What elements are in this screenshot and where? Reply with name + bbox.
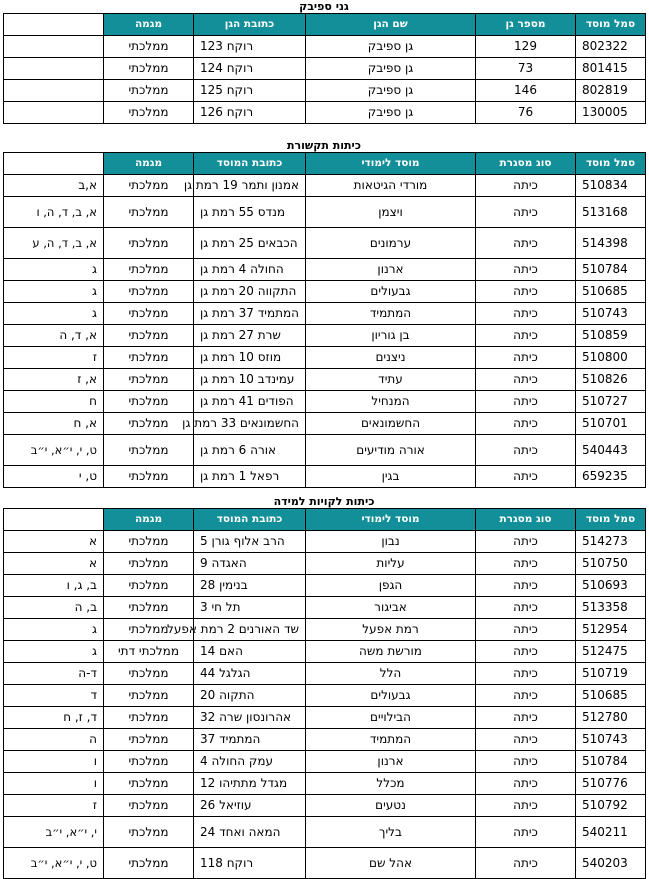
institution-code-cell: 512780 — [576, 707, 646, 729]
name-cell: בגין — [306, 466, 476, 488]
grades-cell: א, ד, ה — [4, 325, 104, 347]
name-cell: גן ספיבק — [306, 58, 476, 80]
address-cell: הכבאים 25 רמת גן — [194, 228, 306, 259]
grades-cell — [4, 58, 104, 80]
column-header: מגמה — [104, 153, 194, 175]
grades-cell: ז — [4, 795, 104, 817]
table-row — [4, 597, 646, 619]
grades-cell: ה — [4, 729, 104, 751]
grades-cell: ט, י, י״א, י״ב — [4, 435, 104, 466]
kindergartens-table — [3, 13, 646, 124]
stream-cell: ממלכתי — [104, 413, 194, 435]
table-row — [4, 435, 646, 466]
grades-cell: ד, ז, ח — [4, 707, 104, 729]
stream-cell: ממלכתי — [104, 773, 194, 795]
stream-cell: ממלכתי — [104, 848, 194, 879]
institution-code-cell: 512475 — [576, 641, 646, 663]
address-cell: המתמיד 37 רמת גן — [194, 303, 306, 325]
stream-cell: ממלכתי — [104, 175, 194, 197]
secondary-cell: כיתה — [476, 751, 576, 773]
address-cell: אמנון ותמר 19 רמת גן — [194, 175, 306, 197]
grades-cell: ב, ג, ו — [4, 575, 104, 597]
stream-cell: ממלכתי — [104, 619, 194, 641]
grades-cell: א — [4, 553, 104, 575]
stream-cell: ממלכתי — [104, 751, 194, 773]
column-header: סוג מסגרת — [476, 509, 576, 531]
institution-code-cell: 510834 — [576, 175, 646, 197]
table-row — [4, 553, 646, 575]
column-header — [4, 14, 104, 36]
grades-cell: ג — [4, 281, 104, 303]
column-header: מגמה — [104, 509, 194, 531]
table-row — [4, 102, 646, 124]
stream-cell: ממלכתי — [104, 707, 194, 729]
secondary-cell: כיתה — [476, 303, 576, 325]
institution-code-cell: 659235 — [576, 466, 646, 488]
grades-cell: ו — [4, 773, 104, 795]
table-row — [4, 817, 646, 848]
section-title: כיתות לקויות למידה — [273, 495, 375, 508]
institution-code-cell: 510826 — [576, 369, 646, 391]
institution-code-cell: 510719 — [576, 663, 646, 685]
institution-code-cell: 802322 — [576, 36, 646, 58]
column-header: סמל מוסד — [576, 509, 646, 531]
address-cell: התקווה 20 רמת גן — [194, 281, 306, 303]
secondary-cell: כיתה — [476, 619, 576, 641]
address-cell: אורה 6 רמת גן — [194, 435, 306, 466]
secondary-cell: כיתה — [476, 325, 576, 347]
institution-code-cell: 510685 — [576, 685, 646, 707]
table-row — [4, 663, 646, 685]
section-learning-disability-classes — [3, 495, 645, 879]
name-cell: גבעולים — [306, 281, 476, 303]
name-cell: מורדי הגיטאות — [306, 175, 476, 197]
secondary-cell: כיתה — [476, 175, 576, 197]
stream-cell: ממלכתי — [104, 228, 194, 259]
table-row — [4, 641, 646, 663]
address-cell: רוקח 118 — [194, 848, 306, 879]
table-header-row — [4, 14, 646, 36]
grades-cell — [4, 102, 104, 124]
grades-cell — [4, 36, 104, 58]
name-cell: אורה מודיעים — [306, 435, 476, 466]
institution-code-cell: 510784 — [576, 751, 646, 773]
column-header: סמל מוסד — [576, 14, 646, 36]
grades-cell: א, ב, ד, ה, ו — [4, 197, 104, 228]
address-cell: המאה ואחד 24 — [194, 817, 306, 848]
table-row — [4, 795, 646, 817]
name-cell: המנחיל — [306, 391, 476, 413]
table-row — [4, 303, 646, 325]
column-header: מגמה — [104, 14, 194, 36]
name-cell: המתמיד — [306, 729, 476, 751]
stream-cell: ממלכתי — [104, 36, 194, 58]
address-cell: החשמונאים 33 רמת גן — [194, 413, 306, 435]
address-cell: עוזיאל 26 — [194, 795, 306, 817]
secondary-cell: כיתה — [476, 466, 576, 488]
stream-cell: ממלכתי — [104, 80, 194, 102]
secondary-cell: כיתה — [476, 435, 576, 466]
address-cell: מגדל מתתיהו 12 — [194, 773, 306, 795]
secondary-cell: כיתה — [476, 531, 576, 553]
table-row — [4, 707, 646, 729]
name-cell: גן ספיבק — [306, 80, 476, 102]
table-row — [4, 259, 646, 281]
column-header: סמל מוסד — [576, 153, 646, 175]
institution-code-cell: 513168 — [576, 197, 646, 228]
column-header: שם הגן — [306, 14, 476, 36]
table-row — [4, 619, 646, 641]
table-row — [4, 685, 646, 707]
institution-code-cell: 510701 — [576, 413, 646, 435]
grades-cell: ג — [4, 259, 104, 281]
column-header: מספר גן — [476, 14, 576, 36]
column-header: כתובת הגן — [194, 14, 306, 36]
name-cell: בן גוריון — [306, 325, 476, 347]
name-cell: ארנון — [306, 259, 476, 281]
grades-cell: ג — [4, 303, 104, 325]
institution-code-cell: 510800 — [576, 347, 646, 369]
stream-cell: ממלכתי — [104, 817, 194, 848]
stream-cell: ממלכתי — [104, 347, 194, 369]
institution-code-cell: 802819 — [576, 80, 646, 102]
address-cell: הפודים 41 רמת גן — [194, 391, 306, 413]
address-cell: האם 14 — [194, 641, 306, 663]
grades-cell: ו — [4, 751, 104, 773]
grades-cell: ד-ה — [4, 663, 104, 685]
table-row — [4, 751, 646, 773]
grades-cell: ז — [4, 347, 104, 369]
address-cell: המתמיד 37 — [194, 729, 306, 751]
column-header — [4, 509, 104, 531]
name-cell: ערמונים — [306, 228, 476, 259]
secondary-cell: 73 — [476, 58, 576, 80]
table-row — [4, 369, 646, 391]
institution-code-cell: 510792 — [576, 795, 646, 817]
secondary-cell: כיתה — [476, 553, 576, 575]
institution-code-cell: 510743 — [576, 729, 646, 751]
name-cell: עתיד — [306, 369, 476, 391]
name-cell: בליך — [306, 817, 476, 848]
stream-cell: ממלכתי — [104, 391, 194, 413]
secondary-cell: 129 — [476, 36, 576, 58]
institution-code-cell: 510685 — [576, 281, 646, 303]
table-row — [4, 413, 646, 435]
stream-cell: ממלכתי — [104, 795, 194, 817]
table-header-row — [4, 509, 646, 531]
address-cell: עמינדב 10 רמת גן — [194, 369, 306, 391]
institution-code-cell: 510784 — [576, 259, 646, 281]
address-cell: מנדס 55 רמת גן — [194, 197, 306, 228]
institution-code-cell: 514273 — [576, 531, 646, 553]
table-row — [4, 575, 646, 597]
secondary-cell: כיתה — [476, 369, 576, 391]
name-cell: עליות — [306, 553, 476, 575]
secondary-cell: כיתה — [476, 707, 576, 729]
table-row — [4, 531, 646, 553]
stream-cell: ממלכתי — [104, 197, 194, 228]
address-cell: האגדה 9 — [194, 553, 306, 575]
stream-cell: ממלכתי — [104, 369, 194, 391]
institution-code-cell: 512954 — [576, 619, 646, 641]
secondary-cell: כיתה — [476, 575, 576, 597]
stream-cell: ממלכתי — [104, 685, 194, 707]
name-cell: ניצנים — [306, 347, 476, 369]
secondary-cell: כיתה — [476, 391, 576, 413]
institution-code-cell: 540443 — [576, 435, 646, 466]
name-cell: המתמיד — [306, 303, 476, 325]
address-cell: רוקח 123 — [194, 36, 306, 58]
table-row — [4, 80, 646, 102]
name-cell: רמת אפעל — [306, 619, 476, 641]
secondary-cell: כיתה — [476, 848, 576, 879]
stream-cell: ממלכתי — [104, 729, 194, 751]
institution-code-cell: 513358 — [576, 597, 646, 619]
stream-cell: ממלכתי — [104, 325, 194, 347]
name-cell: מכלל — [306, 773, 476, 795]
table-row — [4, 36, 646, 58]
secondary-cell: כיתה — [476, 197, 576, 228]
column-header — [4, 153, 104, 175]
grades-cell: ב, ה — [4, 597, 104, 619]
name-cell: ויצמן — [306, 197, 476, 228]
grades-cell: ג — [4, 619, 104, 641]
name-cell: הגפן — [306, 575, 476, 597]
table-row — [4, 197, 646, 228]
name-cell: גן ספיבק — [306, 36, 476, 58]
address-cell: התקוה 20 — [194, 685, 306, 707]
section-title: גני ספיבק — [299, 0, 349, 13]
stream-cell: ממלכתי — [104, 435, 194, 466]
table-row — [4, 175, 646, 197]
secondary-cell: כיתה — [476, 795, 576, 817]
address-cell: שרת 27 רמת גן — [194, 325, 306, 347]
institution-code-cell: 540203 — [576, 848, 646, 879]
secondary-cell: כיתה — [476, 685, 576, 707]
address-cell: אהרונסון שרה 32 — [194, 707, 306, 729]
table-row — [4, 228, 646, 259]
grades-cell: ג — [4, 641, 104, 663]
name-cell: החשמונאים — [306, 413, 476, 435]
address-cell: הגלגל 44 — [194, 663, 306, 685]
grades-cell: ט, י, י״א, י״ב — [4, 848, 104, 879]
address-cell: מוזס 10 רמת גן — [194, 347, 306, 369]
stream-cell: ממלכתי — [104, 575, 194, 597]
address-cell: רפאל 1 רמת גן — [194, 466, 306, 488]
grades-cell: א, ח — [4, 413, 104, 435]
stream-cell: ממלכתי — [104, 259, 194, 281]
stream-cell: ממלכתי — [104, 281, 194, 303]
column-header: סוג מסגרת — [476, 153, 576, 175]
stream-cell: ממלכתי — [104, 102, 194, 124]
secondary-cell: כיתה — [476, 281, 576, 303]
column-header: מוסד לימודי — [306, 153, 476, 175]
secondary-cell: כיתה — [476, 817, 576, 848]
stream-cell: ממלכתי — [104, 303, 194, 325]
institution-code-cell: 510693 — [576, 575, 646, 597]
institution-code-cell: 510776 — [576, 773, 646, 795]
table-row — [4, 58, 646, 80]
institution-code-cell: 510859 — [576, 325, 646, 347]
secondary-cell: כיתה — [476, 347, 576, 369]
stream-cell: ממלכתי — [104, 663, 194, 685]
institution-code-cell: 510727 — [576, 391, 646, 413]
secondary-cell: כיתה — [476, 641, 576, 663]
section-spivak-kindergartens — [3, 0, 645, 124]
stream-cell: ממלכתי — [104, 553, 194, 575]
secondary-cell: כיתה — [476, 259, 576, 281]
table-row — [4, 391, 646, 413]
address-cell: החולה 4 רמת גן — [194, 259, 306, 281]
address-cell: בנימין 28 — [194, 575, 306, 597]
grades-cell: ד — [4, 685, 104, 707]
name-cell: אביגור — [306, 597, 476, 619]
institution-code-cell: 510750 — [576, 553, 646, 575]
grades-cell: א, ב, ד, ה, ע — [4, 228, 104, 259]
name-cell: נבון — [306, 531, 476, 553]
table-row — [4, 466, 646, 488]
name-cell: אהל שם — [306, 848, 476, 879]
secondary-cell: 76 — [476, 102, 576, 124]
name-cell: הלל — [306, 663, 476, 685]
column-header: כתובת המוסד — [194, 153, 306, 175]
grades-cell — [4, 80, 104, 102]
address-cell: תל חי 3 — [194, 597, 306, 619]
secondary-cell: כיתה — [476, 413, 576, 435]
grades-cell: א, ז — [4, 369, 104, 391]
address-cell: שד האורנים 2 רמת אפעל — [194, 619, 306, 641]
name-cell: גבעולים — [306, 685, 476, 707]
section-title: כיתות תקשורת — [287, 139, 361, 152]
address-cell: עמק החולה 4 — [194, 751, 306, 773]
secondary-cell: כיתה — [476, 228, 576, 259]
grades-cell: י, י״א, י״ב — [4, 817, 104, 848]
column-header: מוסד לימודי — [306, 509, 476, 531]
grades-cell: ט, י — [4, 466, 104, 488]
name-cell: הבילויים — [306, 707, 476, 729]
section-communication-classes — [3, 139, 645, 488]
table-header-row — [4, 153, 646, 175]
address-cell: הרב אלוף גורן 5 — [194, 531, 306, 553]
table-row — [4, 848, 646, 879]
table-row — [4, 347, 646, 369]
stream-cell: ממלכתי — [104, 531, 194, 553]
column-header: כתובת המוסד — [194, 509, 306, 531]
name-cell: גן ספיבק — [306, 102, 476, 124]
stream-cell: ממלכתי דתי — [104, 641, 194, 663]
secondary-cell: כיתה — [476, 597, 576, 619]
secondary-cell: כיתה — [476, 773, 576, 795]
name-cell: ארנון — [306, 751, 476, 773]
name-cell: נטעים — [306, 795, 476, 817]
stream-cell: ממלכתי — [104, 597, 194, 619]
stream-cell: ממלכתי — [104, 58, 194, 80]
table-row — [4, 773, 646, 795]
grades-cell: ח — [4, 391, 104, 413]
communication-classes-table — [3, 152, 646, 488]
institution-code-cell: 514398 — [576, 228, 646, 259]
grades-cell: א — [4, 531, 104, 553]
table-row — [4, 325, 646, 347]
name-cell: מורשת משה — [306, 641, 476, 663]
secondary-cell: כיתה — [476, 663, 576, 685]
learning-disability-classes-table — [3, 508, 646, 879]
institution-code-cell: 801415 — [576, 58, 646, 80]
address-cell: רוקח 125 — [194, 80, 306, 102]
grades-cell: א,ב — [4, 175, 104, 197]
institution-code-cell: 540211 — [576, 817, 646, 848]
stream-cell: ממלכתי — [104, 466, 194, 488]
address-cell: רוקח 124 — [194, 58, 306, 80]
institution-code-cell: 510743 — [576, 303, 646, 325]
table-row — [4, 729, 646, 751]
secondary-cell: כיתה — [476, 729, 576, 751]
institution-code-cell: 130005 — [576, 102, 646, 124]
address-cell: רוקח 126 — [194, 102, 306, 124]
secondary-cell: 146 — [476, 80, 576, 102]
table-row — [4, 281, 646, 303]
